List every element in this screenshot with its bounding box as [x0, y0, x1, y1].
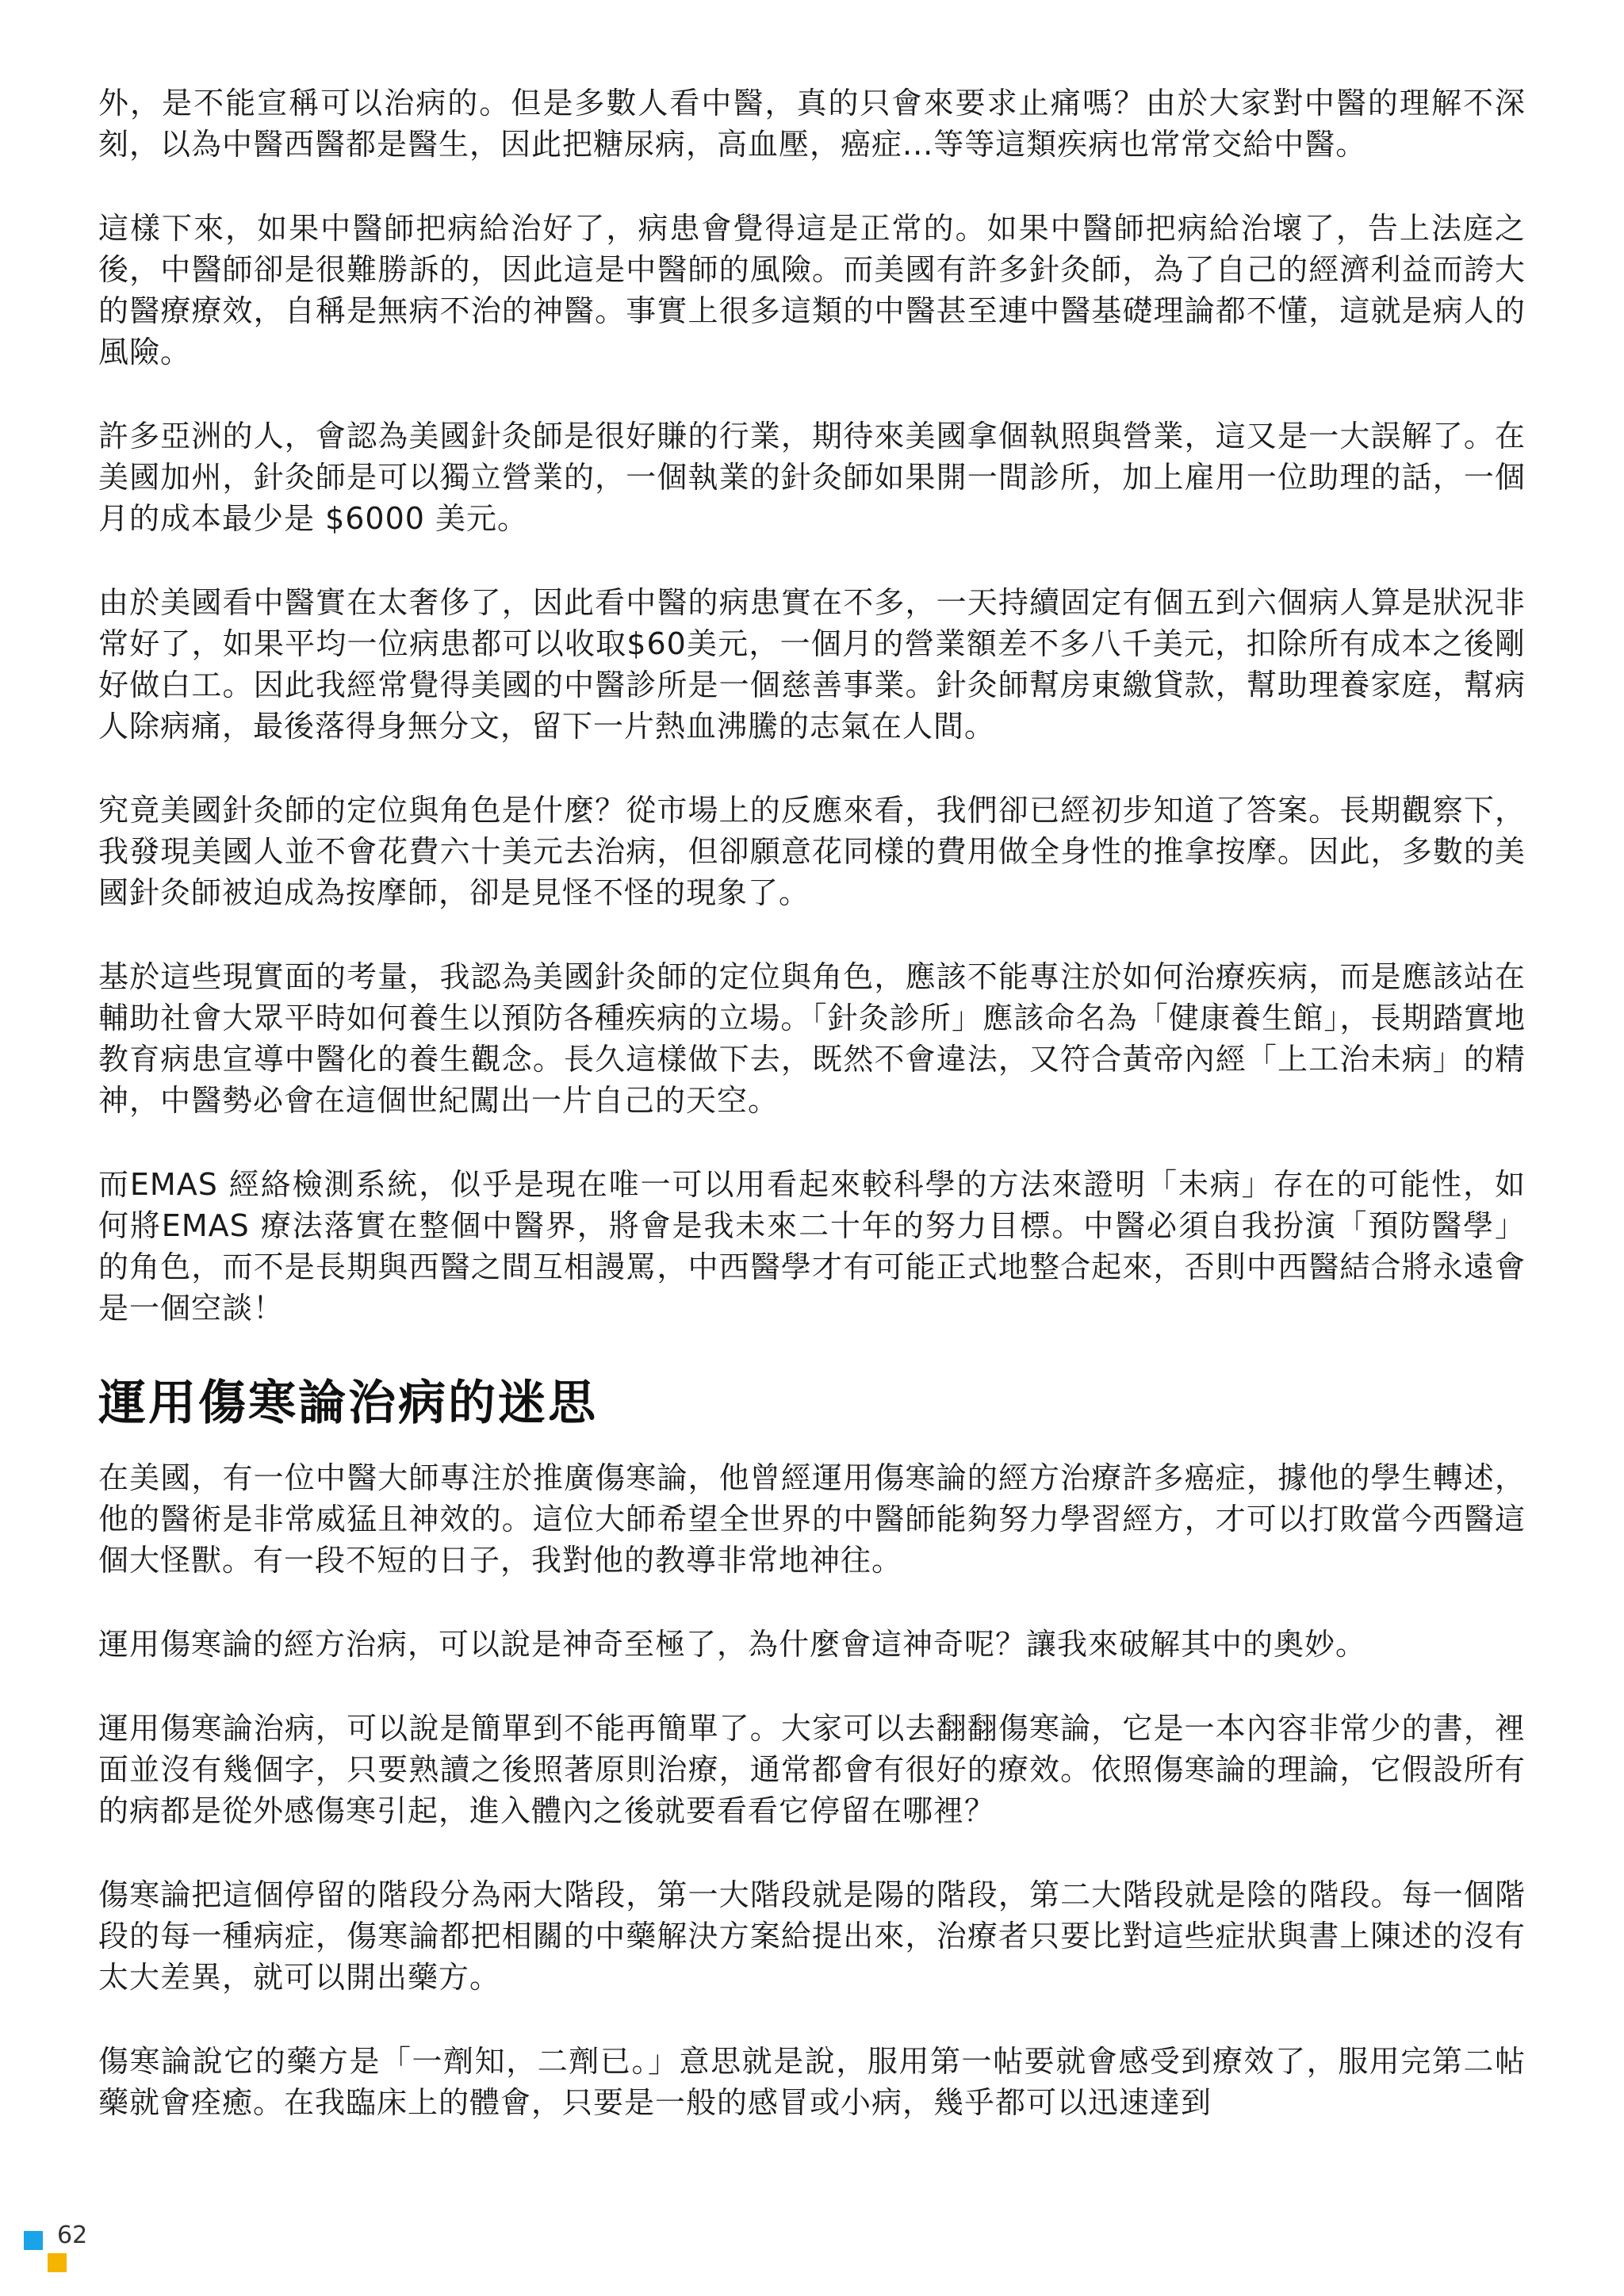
- paragraph-12: 傷寒論說它的藥方是「一劑知，二劑已。」意思就是說，服用第一帖要就會感受到療效了，服用完第二帖藥就會痊癒。在我臨床上的體會，只要是一般的感冒或小病，幾乎都可以迅速達到: [98, 2044, 1526, 2120]
- page-number: 62: [57, 2221, 88, 2249]
- paragraph-11: 傷寒論把這個停留的階段分為兩大階段，第一大階段就是陽的階段，第二大階段就是陰的階段。每一個階段的每一種病症，傷寒論都把相關的中藥解決方案給提出來，治療者只要比對這些症狀與書上陳述的沒有太大差異，就可以開出藥方。: [98, 1877, 1526, 1995]
- paragraph-3: 許多亞洲的人，會認為美國針灸師是很好賺的行業，期待來美國拿個執照與營業，這又是一大誤解了。在美國加州，針灸師是可以獨立營業的，一個執業的針灸師如果開一間診所，加上雇用一位助理的話，一個月的成本最少是 $6000 美元。: [98, 419, 1526, 536]
- paragraph-9: 運用傷寒論的經方治病，可以說是神奇至極了，為什麼會這神奇呢？讓我來破解其中的奧妙。: [98, 1627, 1367, 1662]
- paragraph-7: 而EMAS 經絡檢測系統，似乎是現在唯一可以用看起來較科學的方法來證明「未病」存在的可能性，如何將EMAS 療法落實在整個中醫界，將會是我未來二十年的努力目標。中醫必須自我扮演「預防醫學」的角色，而不是長期與西醫之間互相謾罵，中西醫學才有可能正式地整合起來，否則中西醫結合將永遠會是一個空談！: [98, 1167, 1526, 1326]
- page-footer: [24, 2220, 87, 2283]
- paragraph-6: 基於這些現實面的考量，我認為美國針灸師的定位與角色，應該不能專注於如何治療疾病，而是應該站在輔助社會大眾平時如何養生以預防各種疾病的立場。「針灸診所」應該命名為「健康養生館」，長期踏實地教育病患宣導中醫化的養生觀念。長久這樣做下去，既然不會違法，又符合黃帝內經「上工治未病」的精神，中醫勢必會在這個世紀闖出一片自己的天空。: [98, 959, 1526, 1118]
- section-heading: 運用傷寒論治病的迷思: [98, 1376, 598, 1431]
- blue-square-icon: [24, 2231, 43, 2250]
- paragraph-5: 究竟美國針灸師的定位與角色是什麼？從市場上的反應來看，我們卻已經初步知道了答案。長期觀察下，我發現美國人並不會花費六十美元去治病，但卻願意花同樣的費用做全身性的推拿按摩。因此，多數的美國針灸師被迫成為按摩師，卻是見怪不怪的現象了。: [98, 793, 1526, 910]
- paragraph-8: 在美國，有一位中醫大師專注於推廣傷寒論，他曾經運用傷寒論的經方治療許多癌症，據他的學生轉述，他的醫術是非常威猛且神效的。這位大師希望全世界的中醫師能夠努力學習經方，才可以打敗當今西醫這個大怪獸。有一段不短的日子，我對他的教導非常地神往。: [98, 1460, 1526, 1578]
- paragraph-1: 外，是不能宣稱可以治病的。但是多數人看中醫，真的只會來要求止痛嗎？由於大家對中醫的理解不深刻，以為中醫西醫都是醫生，因此把糖尿病，高血壓，癌症...等等這類疾病也常常交給中醫。: [98, 86, 1526, 162]
- paragraph-2: 這樣下來，如果中醫師把病給治好了，病患會覺得這是正常的。如果中醫師把病給治壞了，告上法庭之後，中醫師卻是很難勝訴的，因此這是中醫師的風險。而美國有許多針灸師，為了自己的經濟利益而誇大的醫療療效，自稱是無病不治的神醫。事實上很多這類的中醫甚至連中醫基礎理論都不懂，這就是病人的風險。: [98, 211, 1526, 369]
- paragraph-10: 運用傷寒論治病，可以說是簡單到不能再簡單了。大家可以去翻翻傷寒論，它是一本內容非常少的書，裡面並沒有幾個字，只要熟讀之後照著原則治療，通常都會有很好的療效。依照傷寒論的理論，它假設所有的病都是從外感傷寒引起，進入體內之後就要看看它停留在哪裡？: [98, 1711, 1526, 1828]
- paragraph-4: 由於美國看中醫實在太奢侈了，因此看中醫的病患實在不多，一天持續固定有個五到六個病人算是狀況非常好了，如果平均一位病患都可以收取$60美元，一個月的營業額差不多八千美元，扣除所有成本之後剛好做白工。因此我經常覺得美國的中醫診所是一個慈善事業。針灸師幫房東繳貸款，幫助理養家庭，幫病人除病痛，最後落得身無分文，留下一片熱血沸騰的志氣在人間。: [98, 585, 1526, 744]
- yellow-square-icon: [48, 2253, 67, 2272]
- page-content: [98, 82, 1526, 2166]
